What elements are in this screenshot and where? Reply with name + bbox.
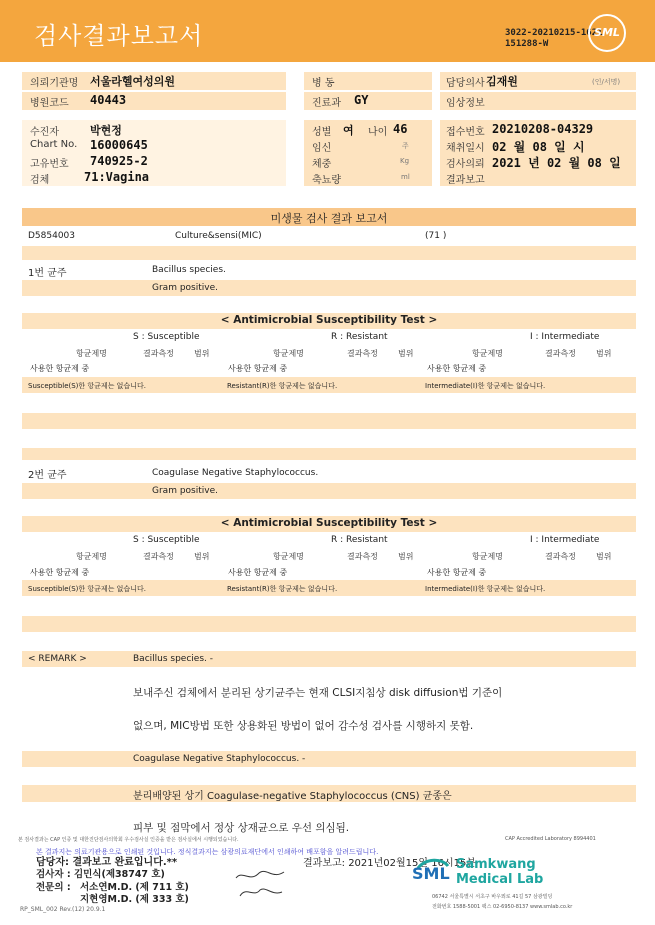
col-range: 범위 [398, 349, 414, 358]
sex-label: 성별 [312, 127, 332, 138]
report-label: 결과보고 [446, 175, 485, 186]
sml-footer-mark: SML [412, 864, 450, 883]
footer-logo-sub: Medical Lab [456, 872, 544, 887]
isolate-label: 2번 균주 [28, 470, 67, 481]
report-number-line1: 3022-20210215-1621 [505, 28, 603, 38]
age-value: 46 [393, 122, 408, 136]
patient-label: 수진자 [30, 127, 59, 138]
clinical-label: 임상정보 [446, 98, 485, 109]
col-range: 범위 [194, 349, 210, 358]
doctor-sign: (인/서명) [592, 78, 621, 86]
remark-line: 없으며, MIC방법 또한 상용화된 방법이 없어 감수성 검사를 시행하지 못함. [133, 720, 474, 732]
remark-line: Bacillus species. - [133, 654, 213, 664]
col-agent: 항균제명 [76, 349, 107, 358]
dept-value: GY [354, 93, 369, 107]
remark-band [22, 751, 636, 767]
col-result: 결과측정 [347, 349, 378, 358]
footer-cert-note: 본 검사결과는 CAP 인증 및 대한진단검사의학회 우수검사실 인증을 받은 검사실에서 시행되었습니다. [18, 837, 239, 843]
institution-value: 서울라헬여성의원 [90, 75, 176, 88]
id-label: 고유번호 [30, 159, 69, 170]
remark-line: 보내주신 검체에서 분리된 상기균주는 현재 CLSI지침상 disk diffusion법 기준이 [133, 687, 503, 699]
ward-label: 병 동 [312, 78, 335, 89]
test-name: Culture&sensi(MIC) [175, 231, 262, 241]
ast-note-s: Susceptible(S)한 항균제는 없습니다. [28, 585, 146, 593]
ast-legend-i: I : Intermediate [530, 535, 600, 545]
ast-legend-s: S : Susceptible [133, 332, 200, 342]
col-agent: 항균제명 [472, 552, 503, 561]
spacer-band [22, 616, 636, 632]
remark-line: 피부 및 점막에서 정상 상재균으로 우선 의심됨. [133, 822, 350, 834]
col-agent: 항균제명 [273, 552, 304, 561]
dept-label: 진료과 [312, 98, 341, 109]
report-number-line2: 151288-W [505, 39, 549, 49]
col-range: 범위 [398, 552, 414, 561]
footer-cap-note: CAP Accredited Laboratory 8994401 [505, 836, 596, 842]
ast-used-s: 사용한 항균제 중 [30, 364, 90, 373]
footer-report-time: 결과보고: 2021년02월15일 16시15분 [303, 858, 477, 869]
footer-phone: 전화번호 1588-5001 팩스 02-6950-8137 www.smlab.co.kr [432, 904, 573, 910]
test-row-band [22, 228, 636, 244]
hospital-code-value: 40443 [90, 93, 127, 107]
doctor-value: 김재원 [486, 75, 518, 88]
footer-status: 담당자: 결과보고 완료입니다.** [36, 857, 178, 868]
ast-col-headers [0, 348, 655, 360]
col-range: 범위 [596, 349, 612, 358]
isolate-gram: Gram positive. [152, 486, 218, 496]
receipt-label: 접수번호 [446, 127, 485, 138]
footer-tester: 검사자 : 김민식(제38747 호) [36, 869, 165, 880]
signature-image [232, 866, 292, 900]
chart-label: Chart No. [30, 139, 78, 150]
isolate-gram: Gram positive. [152, 283, 218, 293]
col-range: 범위 [596, 552, 612, 561]
col-result: 결과측정 [545, 349, 576, 358]
info-band [22, 120, 286, 186]
remark-band [22, 651, 636, 667]
test-specimen: (71 ) [425, 231, 447, 241]
test-code: D5854003 [28, 231, 76, 241]
urine-label: 축뇨량 [312, 175, 341, 186]
spacer-band [22, 448, 636, 460]
ast-legend-r: R : Resistant [331, 332, 388, 342]
collect-label: 채취일시 [446, 143, 485, 154]
ast-legend-s: S : Susceptible [133, 535, 200, 545]
col-result: 결과측정 [143, 552, 174, 561]
specimen-value: 71:Vagina [84, 170, 150, 184]
ast-note-r: Resistant(R)한 항균제는 없습니다. [227, 382, 338, 390]
ast-title: < Antimicrobial Susceptibility Test > [220, 314, 438, 326]
ast-used-i: 사용한 항균제 중 [427, 568, 487, 577]
ast-note-i: Intermediate(I)한 항균제는 없습니다. [425, 585, 546, 593]
sml-logo: SML [588, 14, 626, 52]
spacer-band [22, 413, 636, 429]
isolate-organism: Coagulase Negative Staphylococcus. [152, 468, 319, 478]
hospital-code-label: 병원코드 [30, 98, 69, 109]
sex-value: 여 [343, 124, 354, 137]
request-value: 2021 년 02 월 08 일 [492, 156, 621, 170]
isolate-band [22, 465, 636, 481]
request-label: 검사의뢰 [446, 159, 485, 170]
ast-title: < Antimicrobial Susceptibility Test > [220, 517, 438, 529]
ast-note-r: Resistant(R)한 항균제는 없습니다. [227, 585, 338, 593]
specimen-label: 검체 [30, 175, 50, 186]
col-range: 범위 [194, 552, 210, 561]
col-agent: 항균제명 [273, 349, 304, 358]
spacer-band [22, 246, 636, 260]
footer-address: 06742 서울특별시 서초구 바우뫼로 41길 57 삼광빌딩 [432, 894, 553, 900]
ast-used-s: 사용한 항균제 중 [30, 568, 90, 577]
footer-specialist-1: 서소연M.D. (제 711 호) [80, 882, 189, 893]
section-title: 미생물 검사 결과 보고서 [270, 212, 388, 225]
chart-value: 16000645 [90, 138, 148, 152]
collect-value: 02 월 08 일 시 [492, 140, 585, 154]
report-title: 검사결과보고서 [34, 22, 204, 50]
footer-logo-main: Samkwang [456, 857, 536, 872]
weight-label: 체중 [312, 159, 332, 170]
form-number: RP_SML_002 Rev.(12) 20.9.1 [20, 906, 106, 913]
footer-specialist-2: 지현영M.D. (제 333 호) [80, 894, 189, 905]
pregnancy-label: 임신 [312, 143, 332, 154]
col-agent: 항균제명 [76, 552, 107, 561]
remark-line: 분리배양된 상기 Coagulase-negative Staphylococcus (CNS) 균종은 [133, 791, 452, 802]
ast-used-band [22, 361, 636, 375]
institution-label: 의뢰기관명 [30, 78, 79, 89]
ast-note-i: Intermediate(I)한 항균제는 없습니다. [425, 382, 546, 390]
ast-used-i: 사용한 항균제 중 [427, 364, 487, 373]
doctor-label: 담당의사 [446, 78, 485, 89]
isolate-band [22, 262, 636, 278]
patient-value: 박현정 [90, 124, 122, 137]
ast-legend-r: R : Resistant [331, 535, 388, 545]
age-label: 나이 [368, 127, 388, 138]
col-result: 결과측정 [347, 552, 378, 561]
ast-legend-i: I : Intermediate [530, 332, 600, 342]
id-value: 740925-2 [90, 154, 148, 168]
isolate-band [22, 483, 636, 499]
isolate-band [22, 280, 636, 296]
ast-note-s: Susceptible(S)한 항균제는 없습니다. [28, 382, 146, 390]
remark-line: Coagulase Negative Staphylococcus. - [133, 754, 306, 764]
receipt-value: 20210208-04329 [492, 122, 594, 136]
col-result: 결과측정 [545, 552, 576, 561]
ast-used-r: 사용한 항균제 중 [228, 364, 288, 373]
pregnancy-unit: 주 [402, 142, 409, 150]
urine-unit: ml [401, 173, 410, 181]
ast-col-headers [0, 551, 655, 563]
sml-footer-logo [412, 858, 452, 886]
col-agent: 항균제명 [472, 349, 503, 358]
remark-label: < REMARK > [28, 654, 87, 664]
footer-watermark: 본 결과지는 의료기관용으로 인쇄된 것입니다. 정식결과지는 삼광의료재단에서 인쇄하여 배포함을 알려드립니다. [36, 848, 379, 856]
isolate-label: 1번 균주 [28, 268, 67, 279]
isolate-organism: Bacillus species. [152, 265, 226, 275]
weight-unit: Kg [400, 157, 410, 165]
footer-specialist-label: 전문의 : [36, 882, 71, 893]
col-result: 결과측정 [143, 349, 174, 358]
ast-used-r: 사용한 항균제 중 [228, 568, 288, 577]
